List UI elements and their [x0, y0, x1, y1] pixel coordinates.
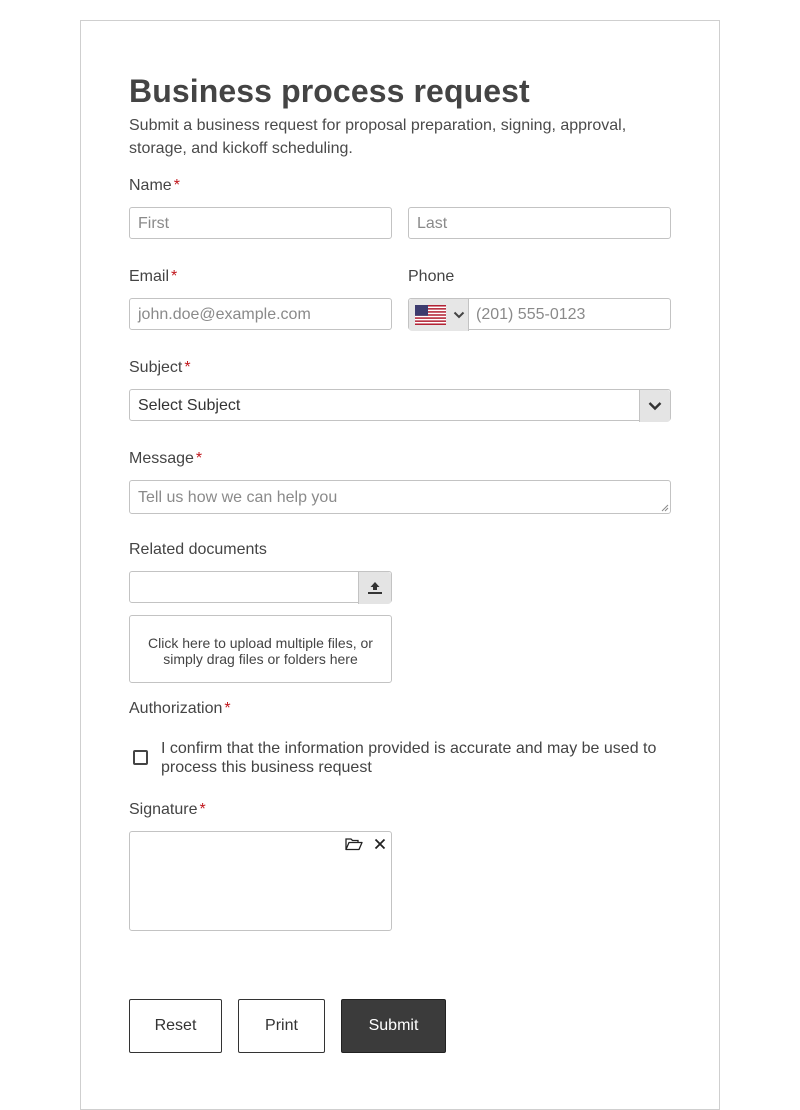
resize-handle-icon[interactable]	[661, 504, 669, 512]
required-asterisk: *	[171, 268, 178, 285]
email-label: Email *	[129, 268, 178, 285]
required-asterisk: *	[199, 801, 206, 818]
form-card	[80, 20, 720, 1110]
subject-dropdown-button[interactable]	[639, 390, 670, 422]
file-dropzone[interactable]	[129, 615, 392, 683]
authorization-checkbox-label[interactable]: I confirm that the information provided is accurate and may be used to process this business request	[161, 740, 657, 776]
subject-label: Subject *	[129, 359, 191, 376]
country-select[interactable]	[409, 299, 469, 331]
dropzone-text: Click here to upload multiple files, or simply drag files or folders here	[148, 635, 373, 667]
subject-selected-value: Select Subject	[138, 397, 241, 414]
name-label: Name *	[129, 177, 180, 194]
print-button[interactable]: Print	[238, 999, 325, 1053]
documents-label: Related documents	[129, 541, 267, 558]
required-asterisk: *	[184, 359, 191, 376]
message-label: Message *	[129, 450, 203, 467]
first-name-placeholder: First	[138, 215, 170, 232]
form-description: Submit a business request for proposal preparation, signing, approval, storage, and kickoff scheduling.	[129, 117, 627, 157]
form-title: Business process request	[129, 73, 530, 109]
message-placeholder: Tell us how we can help you	[138, 489, 338, 506]
email-placeholder: john.doe@example.com	[138, 306, 311, 323]
file-input[interactable]	[129, 571, 392, 603]
subject-select[interactable]	[129, 389, 671, 421]
last-name-placeholder: Last	[417, 215, 448, 232]
chevron-down-icon	[453, 310, 465, 320]
authorization-label: Authorization *	[129, 700, 231, 717]
required-asterisk: *	[195, 450, 203, 467]
folder-open-icon[interactable]	[345, 837, 363, 851]
upload-icon	[367, 581, 383, 595]
signature-label: Signature *	[129, 801, 206, 818]
email-input[interactable]	[129, 298, 392, 330]
first-name-input[interactable]	[129, 207, 392, 239]
reset-button[interactable]: Reset	[129, 999, 222, 1053]
phone-label: Phone	[408, 268, 455, 285]
us-flag-icon	[415, 305, 446, 325]
authorization-checkbox[interactable]	[133, 750, 148, 765]
signature-pad[interactable]	[129, 831, 392, 931]
phone-placeholder: (201) 555-0123	[476, 306, 586, 323]
required-asterisk: *	[224, 700, 231, 717]
message-textarea[interactable]	[129, 480, 671, 514]
close-icon[interactable]	[374, 838, 386, 850]
upload-button[interactable]	[358, 572, 391, 604]
chevron-down-icon	[648, 401, 662, 411]
phone-input[interactable]	[408, 298, 671, 330]
required-asterisk: *	[173, 177, 180, 194]
last-name-input[interactable]	[408, 207, 671, 239]
submit-button[interactable]: Submit	[341, 999, 446, 1053]
